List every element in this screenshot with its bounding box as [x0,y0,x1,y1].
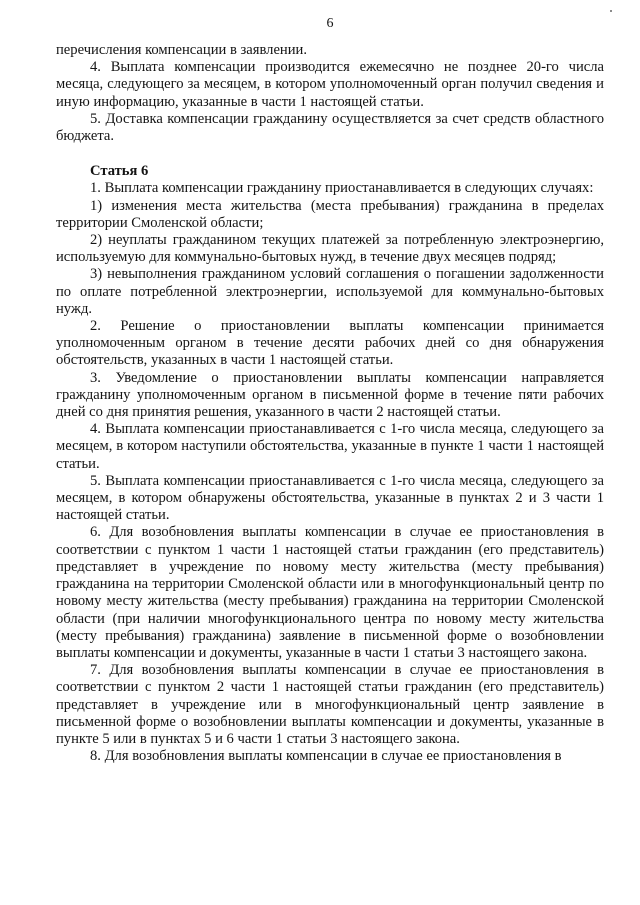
article-paragraph: 7. Для возобновления выплаты компенсации в случае ее приостановления в соответствии с пунктом 2 части 1 настоящей статьи гражданин (его представитель) представляет в учреждение или в многофункциональный центр заявление в письменной форме о возобновлении выплаты компенсации и документы, указанные в пункте 5 или в пунктах 5 и 6 части 1 статьи 3 настоящего закона. [56,662,604,747]
article-paragraph: 2. Решение о приостановлении выплаты компенсации принимается уполномоченным органом в течение десяти рабочих дней со дня обнаружения обстоятельств, указанных в части 1 настоящей статьи. [56,318,604,369]
paragraph-item-5: 5. Доставка компенсации гражданину осуществляется за счет средств областного бюджета. [56,110,604,145]
article-paragraph: 6. Для возобновления выплаты компенсации в случае ее приостановления в соответствии с пунктом 1 части 1 настоящей статьи гражданин (его представитель) представляет в учреждение по новому месту жительства (месту пребывания) гражданина на территории Смоленской области или в многофункциональный центр по новому месту жительства (месту пребывания) гражданина на территории Смоленской области (при наличии многофункционального центра по новому месту жительства (месту пребывания) гражданина) заявление в письменной форме о возобновлении выплаты компенсации и документы, указанные в части 1 статьи 3 настоящего закона. [56,524,604,661]
article-subitem: 1) изменения места жительства (места пребывания) гражданина в пределах территории Смоленской области; [56,197,604,231]
article-subitem: 3) невыполнения гражданином условий соглашения о погашении задолженности по оплате потребленной электроэнергии, используемой для коммунально-бытовых нужд. [56,266,604,317]
article-subitem: 2) неуплаты гражданином текущих платежей за потребленную электроэнергию, используемую для коммунально-бытовых нужд, в течение двух месяцев подряд; [56,232,604,266]
document-page [56,16,604,765]
article-paragraph: 1. Выплата компенсации гражданину приостанавливается в следующих случаях: [90,180,594,197]
scan-speck [610,10,612,12]
article-heading: Статья 6 [90,163,149,180]
paragraph-continuation: перечисления компенсации в заявлении. [56,42,308,58]
page-number: 6 [326,16,334,31]
article-paragraph: 8. Для возобновления выплаты компенсации в случае ее приостановления в [90,748,562,765]
paragraph-item-4: 4. Выплата компенсации производится ежемесячно не позднее 20-го числа месяца, следующего за месяцем, в котором уполномоченный орган получил сведения и иную информацию, указанные в части 1 настоящей статьи. [56,59,604,110]
spacer [56,145,604,163]
article-paragraph: 5. Выплата компенсации приостанавливается с 1-го числа месяца, следующего за месяцем, в котором обнаружены обстоятельства, указанные в пунктах 2 и 3 части 1 настоящей статьи. [56,472,604,524]
article-paragraph: 4. Выплата компенсации приостанавливается с 1-го числа месяца, следующего за месяцем, в котором наступили обстоятельства, указанные в пункте 1 части 1 настоящей статьи. [56,421,604,472]
article-paragraph: 3. Уведомление о приостановлении выплаты компенсации направляется гражданину уполномоченным органом в письменной форме в течение пяти рабочих дней со дня принятия решения, указанного в части 2 настоящей статьи. [56,369,604,421]
